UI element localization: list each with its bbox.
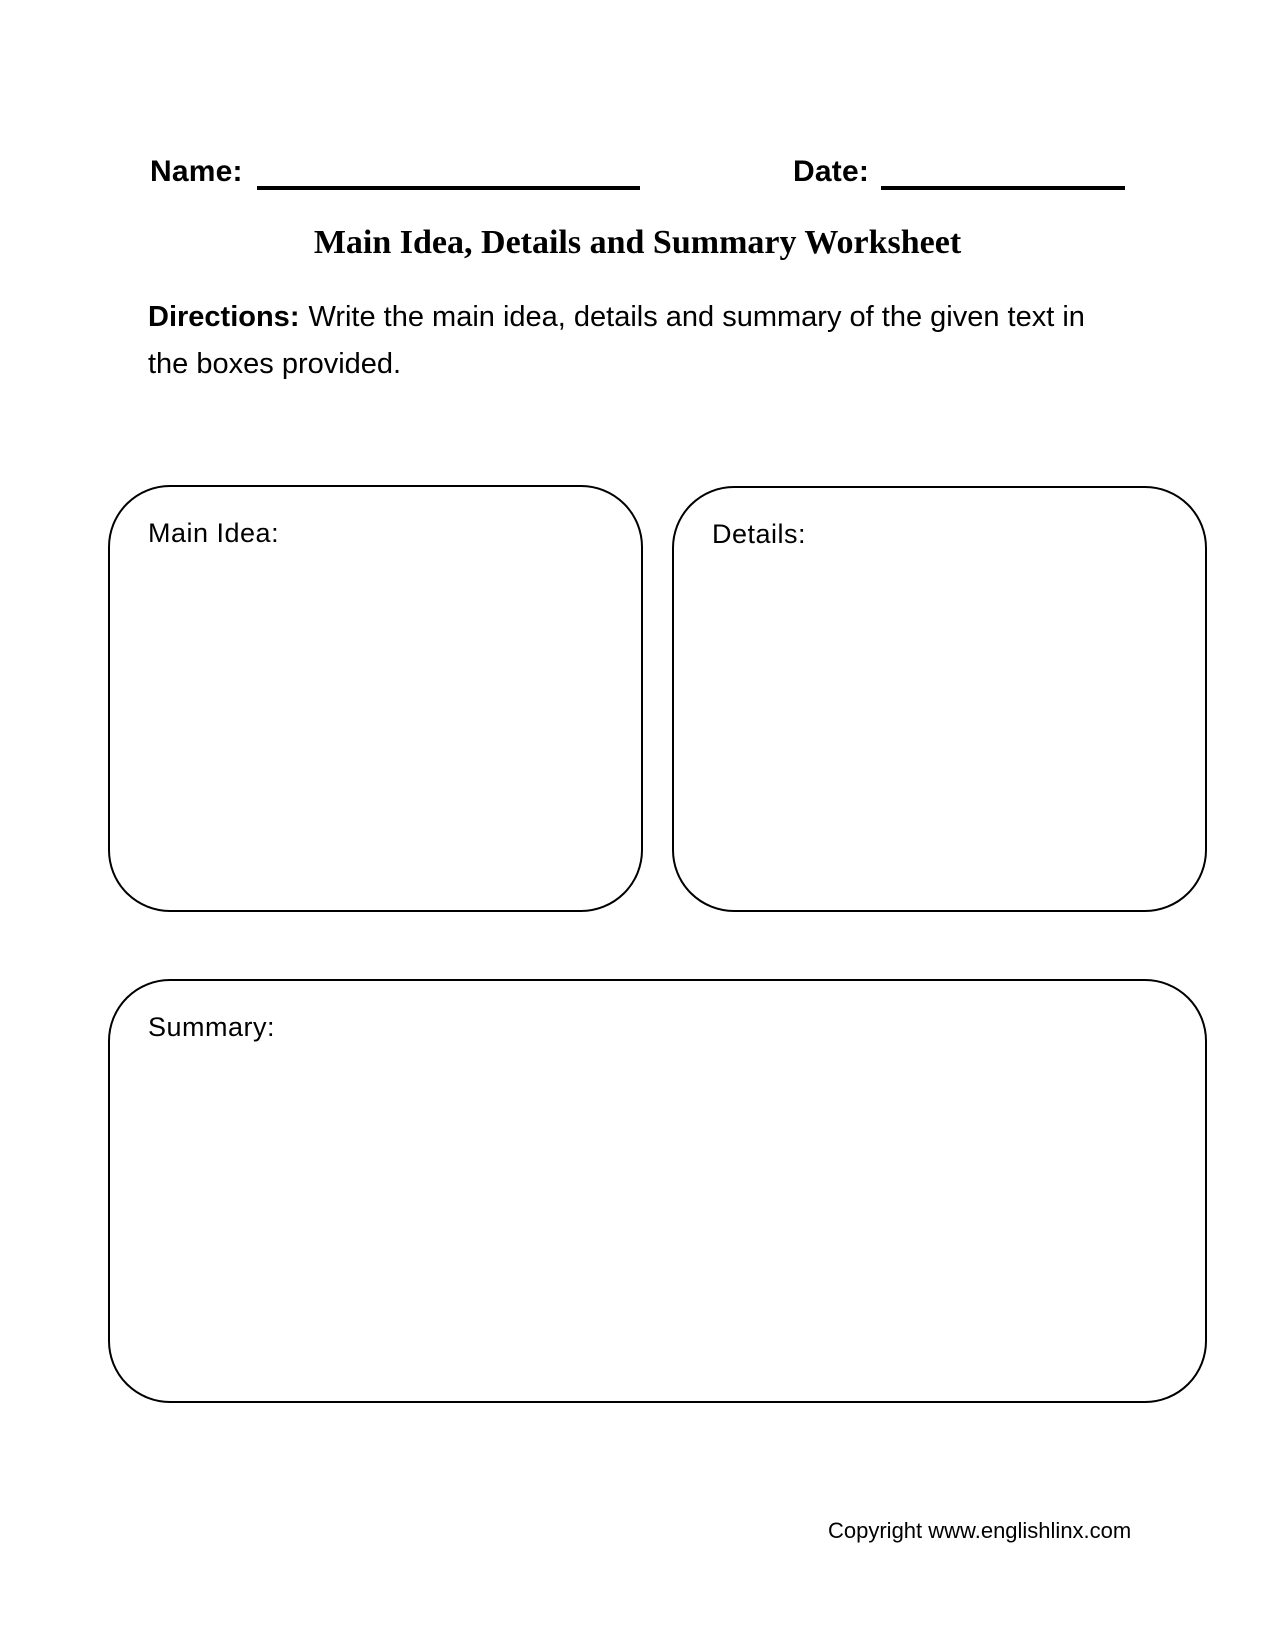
details-box-label: Details: (712, 519, 807, 549)
summary-box[interactable] (108, 979, 1207, 1403)
directions-label: Directions: (148, 301, 300, 333)
summary-box-label: Summary: (148, 1012, 276, 1042)
name-blank-line[interactable] (257, 186, 640, 190)
page-title: Main Idea, Details and Summary Worksheet (313, 224, 962, 261)
copyright-text: Copyright www.englishlinx.com (828, 1518, 1132, 1543)
name-label: Name: (150, 155, 243, 188)
date-label: Date: (793, 155, 870, 188)
details-box[interactable] (672, 486, 1207, 912)
date-blank-line[interactable] (881, 186, 1125, 190)
main-idea-box[interactable] (108, 485, 643, 912)
directions-body: Write the main idea, details and summary of the given text in the boxes provided. (148, 301, 1085, 380)
main-idea-box-label: Main Idea: (148, 518, 280, 548)
directions-text-block (148, 294, 1098, 388)
